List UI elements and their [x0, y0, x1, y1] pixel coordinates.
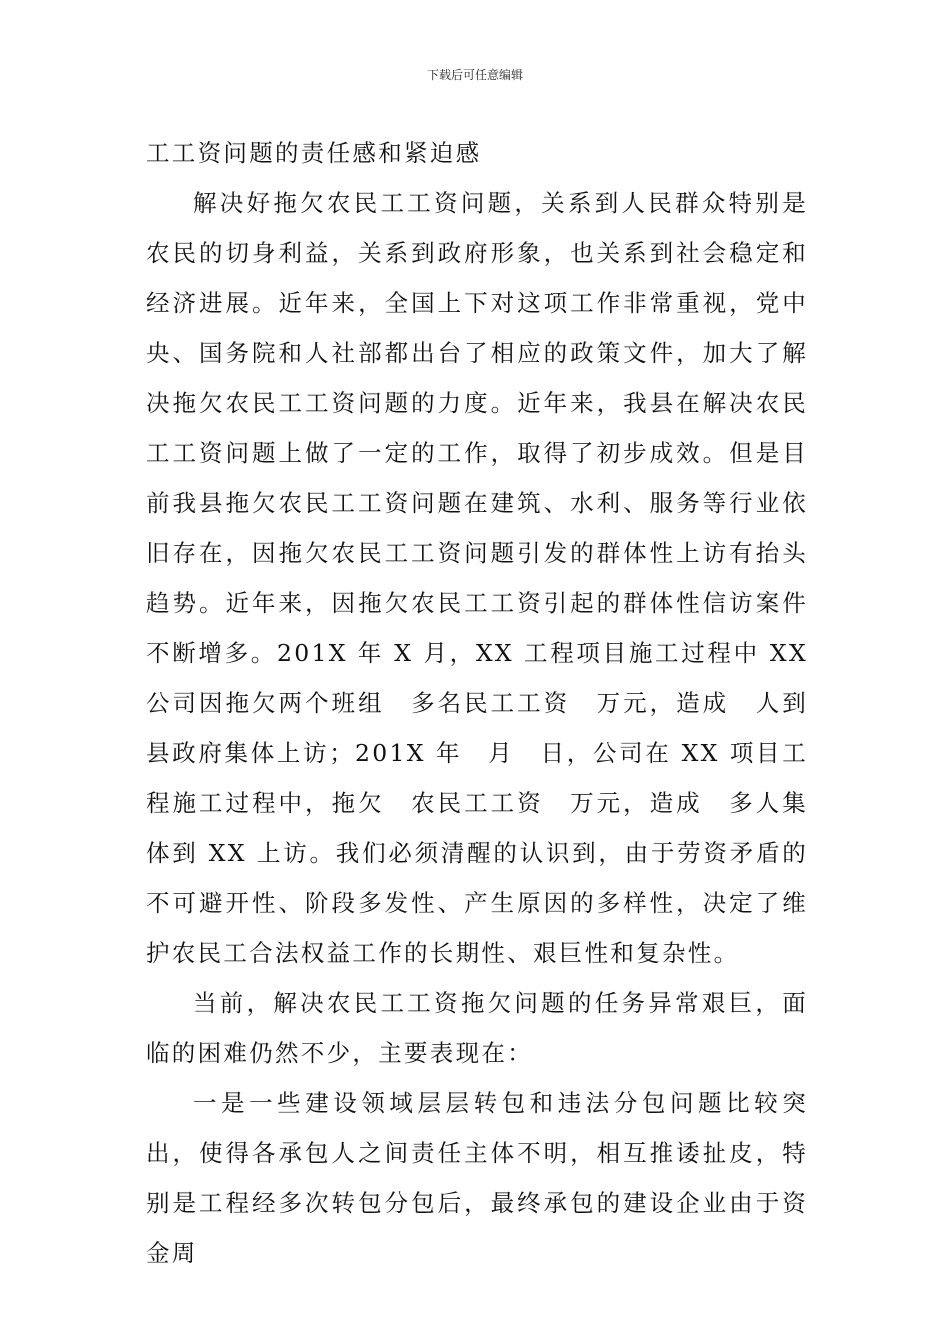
paragraph-point-one: 一是一些建设领域层层转包和违法分包问题比较突出，使得各承包人之间责任主体不明，相互推诿扯皮，特别是工程经多次转包分包后，最终承包的建设企业由于资金周: [146, 1089, 808, 1267]
paragraph-current-difficulties: 当前，解决农民工工资拖欠问题的任务异常艰巨，面临的困难仍然不少，主要表现在：: [146, 989, 808, 1067]
document-body: [146, 128, 808, 1278]
paragraph-wage-arrears-background: 解决好拖欠农民工工资问题，关系到人民群众特别是农民的切身利益，关系到政府形象，也关系到社会稳定和经济进展。近年来，全国上下对这项工作非常重视，党中央、国务院和人社部都出台了相应的政策文件，加大了解决拖欠农民工工资问题的力度。近年来，我县在解决农民工工资问题上做了一定的工作，取得了初步成效。但是目前我县拖欠农民工工资问题在建筑、水利、服务等行业依旧存在，因拖欠农民工工资问题引发的群体性上访有抬头趋势。近年来，因拖欠农民工工资引起的群体性信访案件不断增多。201X 年 X 月，XX 工程项目施工过程中 XX 公司因拖欠两个班组 多名民工工资 万元，造成 人到县政府集体上访；201X 年 月 日，公司在 XX 项目工程施工过程中，拖欠 农民工工资 万元，造成 多人集体到 XX 上访。我们必须清醒的认识到，由于劳资矛盾的不可避开性、阶段多发性、产生原因的多样性，决定了维护农民工合法权益工作的长期性、艰巨性和复杂性。: [146, 189, 808, 967]
page-header-note: 下载后可任意编辑: [426, 68, 523, 82]
paragraph-continuation: 工工资问题的责任感和紧迫感: [146, 139, 482, 167]
